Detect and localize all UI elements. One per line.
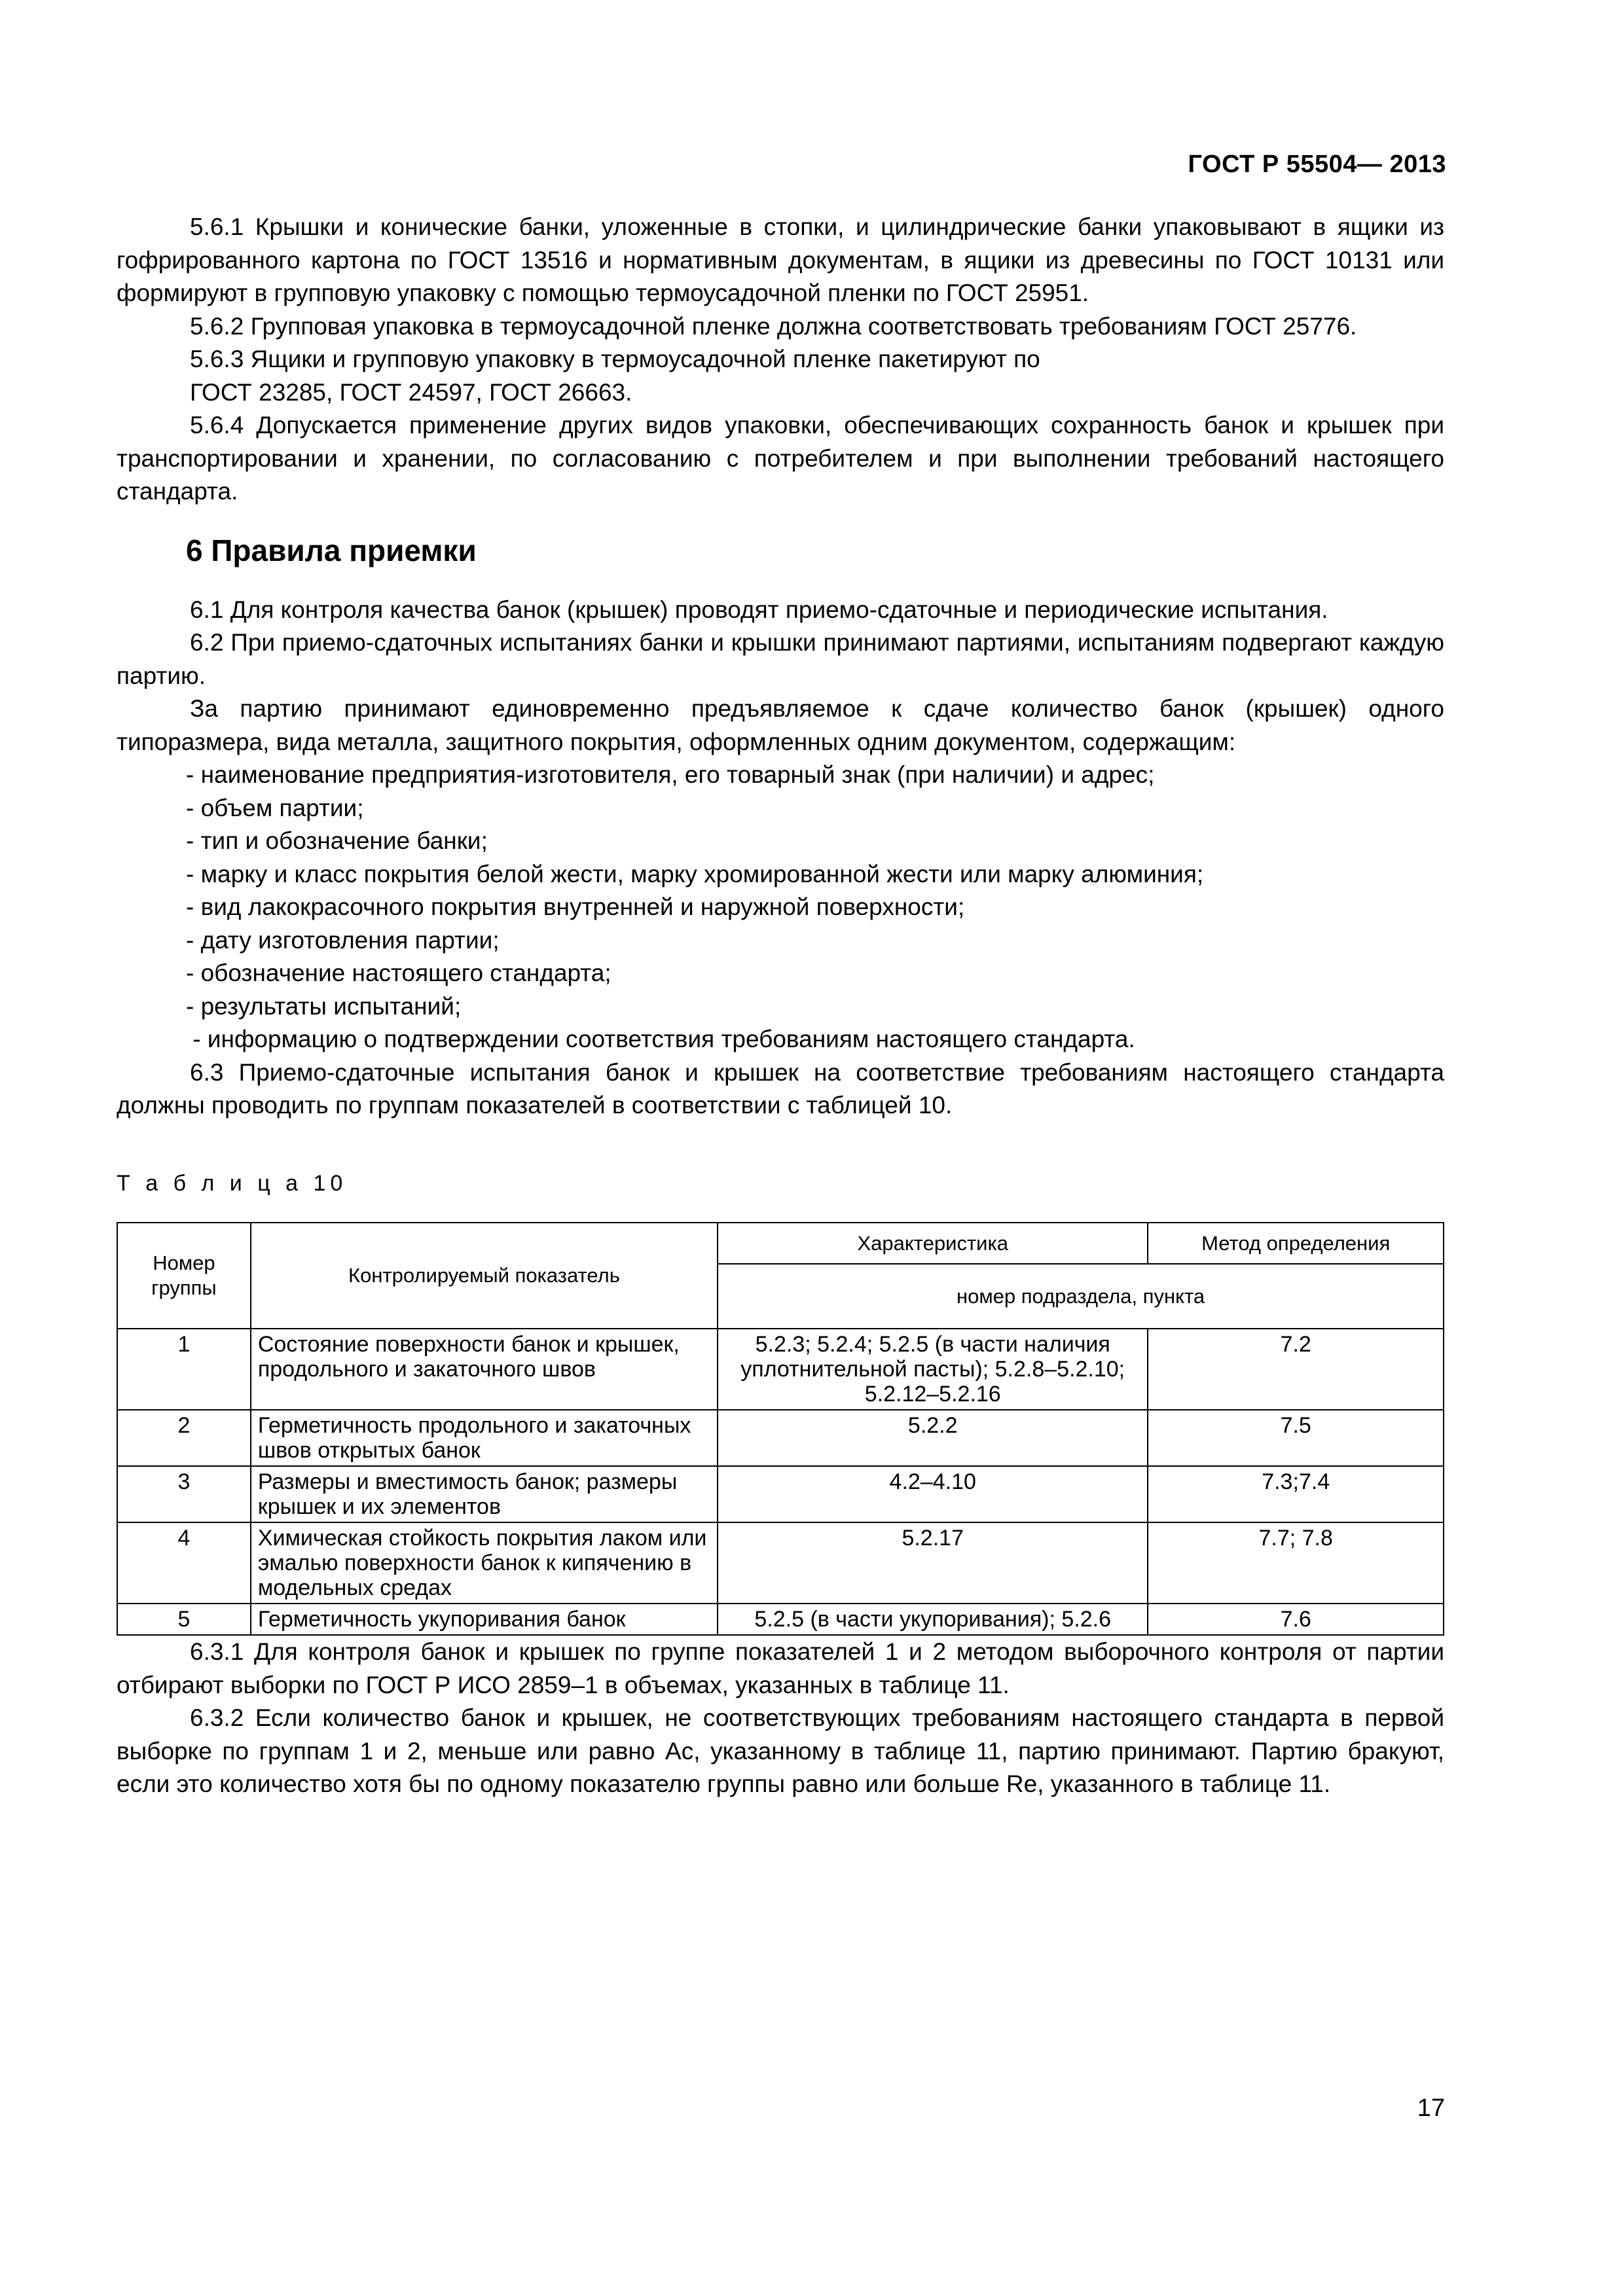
list-item: - информацию о подтверждении соответствия требованиям настоящего стандарта. bbox=[186, 1026, 1135, 1052]
list-item: - объем партии; bbox=[186, 794, 364, 821]
paragraph-5-6-3: 5.6.3 Ящики и групповую упаковку в термоусадочной пленке пакетируют по bbox=[190, 346, 1040, 372]
paragraph-5-6-4: 5.6.4 Допускается применение других видов упаковки, обеспечивающих сохранность банок и крышек при транспортировании и хранении, по согласованию с потребителем и при выполнении требований настоящего стандарта. bbox=[117, 412, 1444, 505]
list-item: - вид лакокрасочного покрытия внутренней и наружной поверхности; bbox=[186, 893, 965, 920]
section-title: 6 Правила приемки bbox=[186, 533, 477, 567]
list-item: - наименование предприятия-изготовителя, его товарный знак (при наличии) и адрес; bbox=[186, 761, 1155, 788]
cell-characteristic: 5.2.2 bbox=[718, 1410, 1148, 1466]
paragraph-6-3-2: 6.3.2 Если количество банок и крышек, не соответствующих требованиям настоящего стандарта в первой выборке по группам 1 и 2, меньше или равно Ac, указанному в таблице 11, партию принимают. Партию бракуют, если это количество хотя бы по одному показателю группы равно или больше Re, указанного в таблице 11. bbox=[117, 1704, 1444, 1797]
page-number: 17 bbox=[1417, 2094, 1445, 2122]
cell-method: 7.3;7.4 bbox=[1148, 1466, 1444, 1522]
cell-indicator: Герметичность укупоривания банок bbox=[251, 1604, 718, 1635]
table-row bbox=[117, 1466, 1444, 1522]
cell-method: 7.5 bbox=[1148, 1410, 1444, 1466]
cell-indicator: Состояние поверхности банок и крышек, продольного и закаточного швов bbox=[251, 1329, 718, 1410]
paragraph-lot-definition: За партию принимают единовременно предъявляемое к сдаче количество банок (крышек) одного типоразмера, вида металла, защитного покрытия, оформленных одним документом, содержащим: bbox=[117, 695, 1444, 755]
table-row bbox=[117, 1410, 1444, 1466]
list-item: - результаты испытаний; bbox=[186, 992, 462, 1020]
list-item: - тип и обозначение банки; bbox=[186, 827, 488, 854]
cell-characteristic: 5.2.5 (в части укупоривания); 5.2.6 bbox=[718, 1604, 1148, 1635]
cell-indicator: Герметичность продольного и закаточных швов открытых банок bbox=[251, 1410, 718, 1466]
table-row bbox=[117, 1604, 1444, 1635]
paragraph-5-6-3-cont: ГОСТ 23285, ГОСТ 24597, ГОСТ 26663. bbox=[190, 378, 632, 406]
paragraph-6-3-1: 6.3.1 Для контроля банок и крышек по группе показателей 1 и 2 методом выборочного контроля от партии отбирают выборки по ГОСТ Р ИСО 2859–1 в объемах, указанных в таблице 11. bbox=[117, 1638, 1444, 1698]
header-indicator: Контролируемый показатель bbox=[251, 1223, 718, 1329]
cell-characteristic: 5.2.17 bbox=[718, 1522, 1148, 1604]
header-group-number: Номер группы bbox=[117, 1223, 251, 1329]
document-code-header: ГОСТ Р 55504— 2013 bbox=[1188, 151, 1446, 178]
table-caption: Т а б л и ц а 10 bbox=[117, 1170, 348, 1196]
header-subsection-number: номер подраздела, пункта bbox=[718, 1264, 1444, 1329]
list-item: - марку и класс покрытия белой жести, марку хромированной жести или марку алюминия; bbox=[186, 860, 1204, 888]
list-item: - обозначение настоящего стандарта; bbox=[186, 960, 611, 986]
cell-group-number: 5 bbox=[117, 1604, 251, 1635]
list-item: - дату изготовления партии; bbox=[186, 926, 500, 954]
table-row bbox=[117, 1329, 1444, 1410]
paragraph-5-6-1: 5.6.1 Крышки и конические банки, уложенные в стопки, и цилиндрические банки упаковывают в ящики из гофрированного картона по ГОСТ 13516 и нормативным документам, в ящики из древесины по ГОСТ 10131 или формируют в групповую упаковку с помощью термоусадочной пленки по ГОСТ 25951. bbox=[117, 213, 1444, 306]
cell-indicator: Размеры и вместимость банок; размеры крышек и их элементов bbox=[251, 1466, 718, 1522]
paragraph-5-6-2: 5.6.2 Групповая упаковка в термоусадочной пленке должна соответствовать требованиям ГОСТ 25776. bbox=[190, 312, 1357, 340]
cell-characteristic: 5.2.3; 5.2.4; 5.2.5 (в части наличия уплотнительной пасты); 5.2.8–5.2.10; 5.2.12–5.2.16 bbox=[718, 1329, 1148, 1410]
header-characteristic: Характеристика bbox=[718, 1223, 1148, 1264]
cell-indicator: Химическая стойкость покрытия лаком или эмалью поверхности банок к кипячению в модельных средах bbox=[251, 1522, 718, 1604]
page-content bbox=[117, 211, 1444, 1801]
cell-method: 7.7; 7.8 bbox=[1148, 1522, 1444, 1604]
cell-characteristic: 4.2–4.10 bbox=[718, 1466, 1148, 1522]
cell-method: 7.6 bbox=[1148, 1604, 1444, 1635]
cell-group-number: 3 bbox=[117, 1466, 251, 1522]
cell-group-number: 1 bbox=[117, 1329, 251, 1410]
paragraph-6-1: 6.1 Для контроля качества банок (крышек) проводят приемо-сдаточные и периодические испытания. bbox=[190, 596, 1328, 623]
cell-group-number: 2 bbox=[117, 1410, 251, 1466]
paragraph-6-3: 6.3 Приемо-сдаточные испытания банок и крышек на соответствие требованиям настоящего стандарта должны проводить по группам показателей в соответствии с таблицей 10. bbox=[117, 1058, 1444, 1119]
table-10 bbox=[117, 1222, 1444, 1636]
table-row bbox=[117, 1522, 1444, 1604]
cell-group-number: 4 bbox=[117, 1522, 251, 1604]
paragraph-6-2: 6.2 При приемо-сдаточных испытаниях банки и крышки принимают партиями, испытаниям подвергают каждую партию. bbox=[117, 629, 1444, 689]
header-method: Метод определения bbox=[1148, 1223, 1444, 1264]
cell-method: 7.2 bbox=[1148, 1329, 1444, 1410]
